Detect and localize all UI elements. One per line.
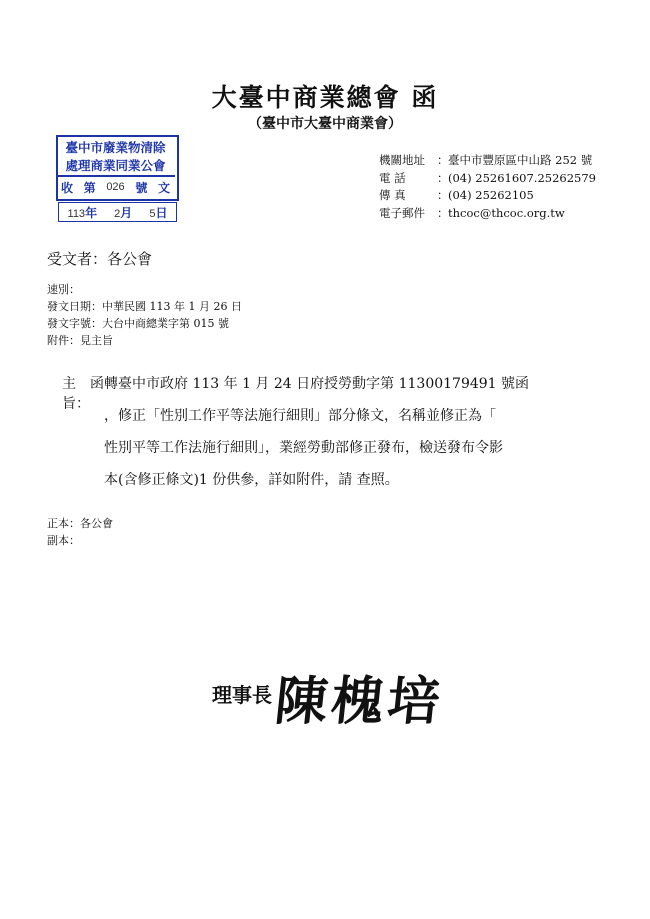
attach-label: 附件 (47, 334, 69, 347)
document-title: 大臺中商業總會 函 (211, 83, 439, 112)
contact-phone-row: 電 話 ： (04) 25261607.25262579 (379, 170, 596, 188)
fax-label: 傳 真 (379, 188, 406, 202)
subject-label-text: 主旨 (62, 376, 76, 412)
subject-line-1: 函轉臺中市政府 113 年 1 月 24 日府授勞動字第 11300179491 號函 (90, 376, 530, 392)
subject-line-4: 本(含修正條文)1 份供參，詳如附件，請 查照。 (104, 472, 399, 488)
stamp-month-unit: 月 (120, 205, 133, 220)
ref-value: 大台中商總業字第 015 號 (102, 317, 229, 330)
signature (212, 659, 472, 739)
copy-recipients: 副本： (47, 534, 80, 547)
copies (47, 515, 113, 549)
phone-value: (04) 25261607.25262579 (448, 170, 596, 185)
subject-line-2: ，修正「性別工作平等法施行細則」部分條文，名稱並修正為「 (104, 408, 496, 424)
subject-line-3: 性別平等工作法施行細則」，業經勞動部修正發布，檢送發布令影 (104, 440, 503, 456)
stamp-day-unit: 日 (155, 205, 168, 220)
address-value: 臺中市豐原區中山路 252 號 (448, 153, 593, 167)
subject-label: 主旨： (62, 376, 90, 412)
meta-ref: 發文字號：大台中商總業字第 015 號 (47, 317, 229, 330)
ref-label: 發文字號 (47, 317, 91, 330)
stamp-number: 026 (106, 181, 125, 193)
original-recipients: 正本：各公會 (47, 517, 113, 530)
speed-label: 速別 (47, 283, 69, 296)
stamp-hao: 號 (135, 180, 148, 195)
signature-role: 理事長 (212, 683, 272, 707)
meta-speed: 速別： (47, 283, 80, 296)
stamp-year: 113 (67, 207, 86, 220)
contact-fax-row: 傳 真 ： (04) 25262105 (379, 187, 596, 205)
meta-date: 發文日期：中華民國 113 年 1 月 26 日 (47, 300, 242, 313)
email-value: thcoc@thcoc.org.tw (448, 205, 565, 220)
phone-label: 電 話 (379, 170, 406, 185)
stamp-no-char: 第 (83, 180, 96, 195)
stamp-day: 5 (149, 207, 156, 220)
stamp-wen: 文 (157, 180, 170, 195)
receipt-stamp (56, 135, 179, 227)
email-label: 電子郵件 (379, 205, 425, 220)
signature-name: 陳槐培 (272, 671, 447, 732)
stamp-line2: 處理商業同業公會 (65, 158, 166, 173)
recipient: 受文者：各公會 (47, 250, 153, 268)
stamp-receive: 收 (61, 180, 74, 195)
document-meta (47, 281, 242, 349)
contact-email-row: 電子郵件 ： thcoc@thcoc.org.tw (379, 205, 596, 223)
stamp-date (58, 202, 177, 222)
contact-info (379, 152, 596, 222)
stamp-month: 2 (114, 207, 121, 220)
date-value: 中華民國 113 年 1 月 26 日 (102, 300, 242, 313)
attach-value: 見主旨 (80, 334, 113, 347)
meta-attach: 附件：見主旨 (47, 334, 113, 347)
copy-label: 副本 (47, 534, 69, 547)
stamp-line1: 臺中市廢業物清除 (65, 140, 166, 155)
document-subtitle: （臺中市大臺中商業會） (248, 116, 402, 132)
stamp-year-unit: 年 (85, 205, 98, 220)
contact-address-row: 機關地址 ： 臺中市豐原區中山路 252 號 (379, 152, 596, 170)
original-value: 各公會 (80, 517, 113, 530)
address-label: 機關地址 (379, 153, 425, 167)
recipient-value: 各公會 (107, 250, 153, 268)
original-label: 正本 (47, 517, 69, 530)
stamp-number-row (56, 175, 175, 197)
date-label: 發文日期 (47, 300, 91, 313)
fax-value: (04) 25262105 (448, 188, 534, 202)
recipient-label: 受文者 (47, 250, 93, 268)
